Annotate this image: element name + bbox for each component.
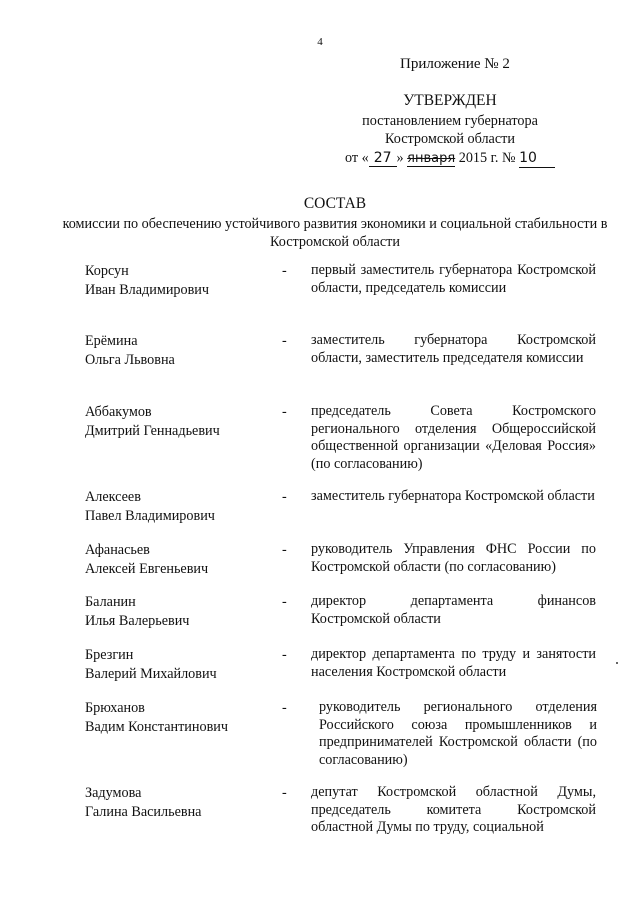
member-surname: Аббакумов — [85, 404, 152, 420]
composition-heading — [60, 195, 610, 251]
member-name — [85, 403, 285, 441]
date-prefix: от « — [344, 149, 369, 166]
member-dash: - — [282, 785, 287, 801]
member-given-name: Алексей Евгеньевич — [85, 561, 209, 577]
member-surname: Задумова — [85, 785, 142, 801]
member-name — [85, 541, 285, 579]
member-given-name: Валерий Михайлович — [85, 666, 217, 682]
member-role: депутат Костромской областной Думы, председатель комитета Костромской областной Думы по труду, социальной — [311, 784, 596, 835]
member-name — [85, 784, 285, 822]
approval-block — [300, 92, 600, 168]
member-surname: Баланин — [85, 594, 136, 610]
member-name — [85, 593, 285, 631]
member-role: первый заместитель губернатора Костромской области, председатель комиссии — [311, 262, 596, 296]
member-role: директор департамента финансов Костромской области — [311, 593, 596, 627]
member-dash: - — [282, 594, 287, 610]
member-dash: - — [282, 404, 287, 420]
member-dash: - — [282, 333, 287, 349]
member-role: директор департамента по труду и занятости населения Костромской области — [311, 646, 596, 680]
member-role: руководитель регионального отделения Российского союза промышленников и предпринимателей Костромской области (по согласованию) — [319, 699, 597, 768]
member-given-name: Иван Владимирович — [85, 282, 210, 298]
member-dash: - — [282, 700, 287, 716]
approval-line-resolution: постановлением губернатора — [362, 112, 538, 129]
member-given-name: Дмитрий Геннадьевич — [85, 423, 220, 439]
member-name — [85, 646, 285, 684]
member-dash: - — [282, 542, 287, 558]
approval-line-region: Костромской области — [385, 131, 515, 147]
member-name — [85, 332, 285, 370]
member-given-name: Ольга Львовна — [85, 352, 175, 368]
member-surname: Брезгин — [85, 647, 134, 663]
member-dash: - — [282, 647, 287, 663]
date-month: января — [407, 150, 456, 166]
member-name — [85, 488, 285, 526]
member-name — [85, 699, 285, 737]
member-dash: - — [282, 489, 287, 505]
member-surname: Алексеев — [85, 489, 141, 505]
resolution-number: 10 — [519, 149, 555, 169]
member-given-name: Павел Владимирович — [85, 508, 215, 524]
page-number: 4 — [317, 36, 323, 48]
member-given-name: Вадим Константинович — [85, 719, 229, 735]
member-role: заместитель губернатора Костромской области, заместитель председателя комиссии — [311, 332, 596, 366]
date-day: 27 — [369, 150, 397, 167]
member-name — [85, 262, 285, 300]
scan-speck — [616, 662, 618, 664]
approval-date-line — [300, 149, 600, 169]
member-surname: Ерёмина — [85, 333, 138, 349]
date-quote-close: » — [396, 149, 404, 166]
member-surname: Корсун — [85, 263, 129, 279]
member-surname: Афанасьев — [85, 542, 150, 558]
member-given-name: Илья Валерьевич — [85, 613, 190, 629]
composition-subtitle: комиссии по обеспечению устойчивого развития экономики и социальной стабильности в Костромской области — [62, 216, 608, 250]
date-year-number-label: 2015 г. № — [458, 149, 516, 166]
member-role: руководитель Управления ФНС России по Костромской области (по согласованию) — [311, 541, 596, 575]
member-surname: Брюханов — [85, 700, 145, 716]
appendix-label: Приложение № 2 — [400, 56, 510, 72]
member-given-name: Галина Васильевна — [85, 804, 202, 820]
member-role: председатель Совета Костромского регионального отделения Общероссийской общественной организации «Деловая Россия» (по согласованию) — [311, 403, 596, 472]
member-role: заместитель губернатора Костромской области — [311, 488, 595, 504]
member-dash: - — [282, 263, 287, 279]
approved-heading: УТВЕРЖДЕН — [403, 92, 497, 109]
composition-title: СОСТАВ — [303, 195, 367, 212]
